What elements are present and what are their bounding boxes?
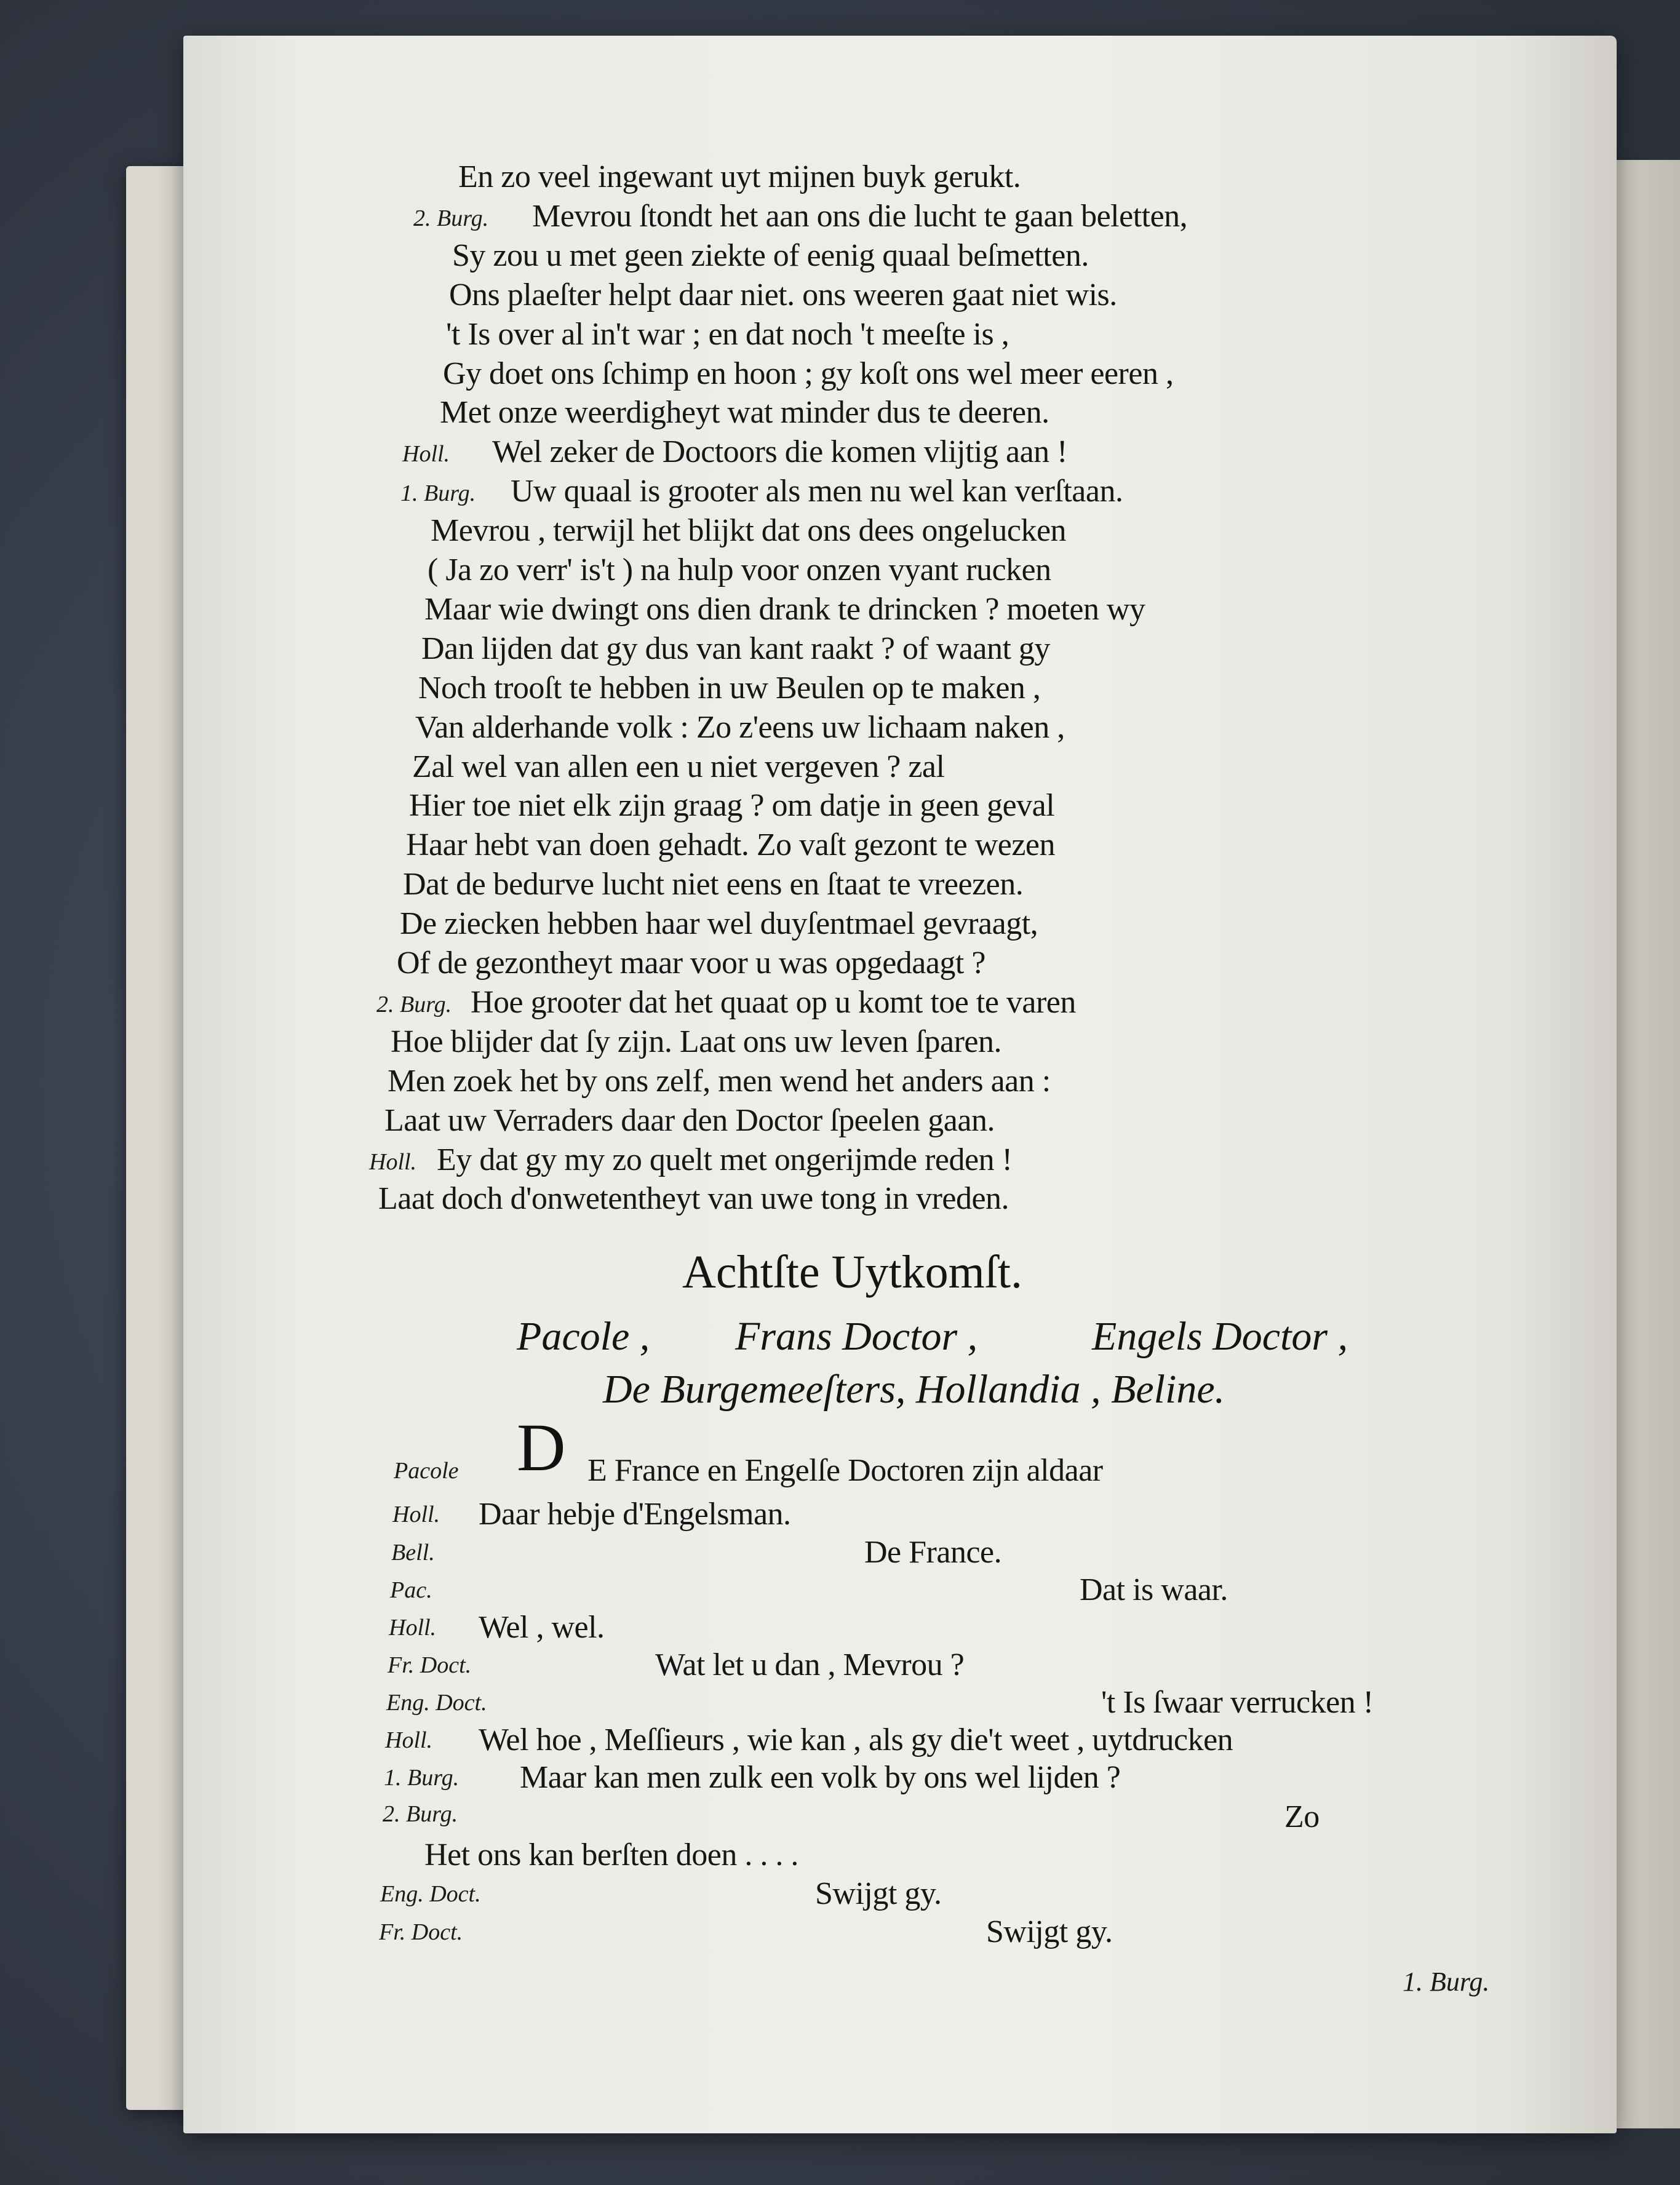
dialogue-line: Wat let u dan , Mevrou ? xyxy=(655,1647,965,1682)
dialogue-line: Zo xyxy=(1284,1799,1320,1834)
dialogue-line: Wel hoe , Meſſieurs , wie kan , als gy die't weet , uytdrucken xyxy=(479,1722,1233,1757)
verse-line: Noch trooſt te hebben in uw Beulen op te maken , xyxy=(418,670,1041,706)
speaker-label: 1. Burg. xyxy=(400,480,476,507)
dialogue-line: Maar kan men zulk een volk by ons wel lijden ? xyxy=(520,1760,1121,1795)
speaker-label: Eng. Doct. xyxy=(386,1690,487,1716)
dialogue-line: E France en Engelſe Doctoren zijn aldaar xyxy=(587,1453,1103,1488)
speaker-label: Holl. xyxy=(385,1727,433,1753)
verse-line: Ey dat gy my zo quelt met ongerijmde reden ! xyxy=(437,1142,1013,1177)
speaker-label: Pacole xyxy=(394,1458,459,1484)
scene-heading: Achtſte Uytkomſt. xyxy=(682,1246,1023,1298)
verse-line: Laat uw Verraders daar den Doctor ſpeelen gaan. xyxy=(384,1102,995,1138)
speaker-label: Pac. xyxy=(390,1577,432,1603)
dialogue-line: Swijgt gy. xyxy=(815,1876,942,1911)
verse-line: Of de gezontheyt maar voor u was opgedaagt ? xyxy=(397,945,985,981)
speaker-label: 2. Burg. xyxy=(383,1801,458,1827)
cast-pacole: Pacole , xyxy=(517,1314,650,1359)
verse-line: Dat de bedurve lucht niet eens en ſtaat te vreezen. xyxy=(403,867,1024,902)
verse-line: Wel zeker de Doctoors die komen vlijtig aan ! xyxy=(492,434,1067,470)
drop-cap-initial: D xyxy=(517,1410,566,1485)
verse-line: Dan lijden dat gy dus van kant raakt ? of waant gy xyxy=(421,631,1050,666)
speaker-label: Holl. xyxy=(369,1148,417,1175)
speaker-label: 2. Burg. xyxy=(413,205,489,231)
verse-line: Uw quaal is grooter als men nu wel kan verſtaan. xyxy=(511,474,1123,509)
speaker-label: 2. Burg. xyxy=(376,991,452,1017)
verse-line: Haar hebt van doen gehadt. Zo vaſt gezont te wezen xyxy=(406,827,1055,863)
verse-line: Maar wie dwingt ons dien drank te drincken ? moeten wy xyxy=(424,591,1145,627)
verse-line: Ons plaeſter helpt daar niet. ons weeren gaat niet wis. xyxy=(449,277,1117,312)
verse-line: Gy doet ons ſchimp en hoon ; gy koſt ons wel meer eeren , xyxy=(443,356,1174,391)
catchword: 1. Burg. xyxy=(1403,1967,1490,1997)
speaker-label: 1. Burg. xyxy=(384,1765,460,1791)
verse-line: 't Is over al in't war ; en dat noch 't meeſte is , xyxy=(446,316,1009,352)
verse-line: Men zoek het by ons zelf, men wend het anders aan : xyxy=(388,1063,1051,1099)
verse-line: Hier toe niet elk zijn graag ? om datje in geen geval xyxy=(409,788,1055,824)
speaker-label: Holl. xyxy=(392,1502,440,1527)
dialogue-line: Daar hebje d'Engelsman. xyxy=(479,1497,791,1532)
verse-line: Mevrou ſtondt het aan ons die lucht te gaan beletten, xyxy=(532,198,1188,234)
verse-line: Van alderhande volk : Zo z'eens uw lichaam naken , xyxy=(415,709,1065,745)
verse-line: Hoe blijder dat ſy zijn. Laat ons uw leven ſparen. xyxy=(391,1024,1002,1059)
verse-line: Mevrou , terwijl het blijkt dat ons dees ongelucken xyxy=(431,513,1067,549)
dialogue-line: Wel , wel. xyxy=(479,1610,605,1645)
dialogue-line: De France. xyxy=(864,1535,1002,1570)
verse-line: En zo veel ingewant uyt mijnen buyk gerukt. xyxy=(458,159,1021,194)
dialogue-line: Swijgt gy. xyxy=(986,1914,1113,1949)
speaker-label: Holl. xyxy=(402,441,450,468)
dialogue-line: Het ons kan berſten doen . . . . xyxy=(424,1837,798,1873)
speaker-label: Eng. Doct. xyxy=(380,1881,481,1907)
speaker-label: Holl. xyxy=(389,1615,437,1641)
verse-line: Laat doch d'onwetentheyt van uwe tong in vreden. xyxy=(378,1181,1009,1217)
verse-line: Zal wel van allen een u niet vergeven ? zal xyxy=(412,749,945,784)
dialogue-line: Dat is waar. xyxy=(1080,1572,1228,1607)
cast-engels-doctor: Engels Doctor , xyxy=(1092,1314,1348,1359)
verse-line: Met onze weerdigheyt wat minder dus te deeren. xyxy=(440,395,1049,431)
speaker-label: Fr. Doct. xyxy=(388,1652,472,1678)
verse-line: ( Ja zo verr' is't ) na hulp voor onzen vyant rucken xyxy=(428,552,1051,587)
facing-page-edge xyxy=(1606,160,1680,2128)
speaker-label: Bell. xyxy=(391,1540,435,1566)
dialogue-line: 't Is ſwaar verrucken ! xyxy=(1101,1685,1374,1720)
cast-line-2: De Burgemeeſters, Hollandia , Beline. xyxy=(603,1367,1225,1412)
verse-line: Hoe grooter dat het quaat op u komt toe te varen xyxy=(471,984,1076,1020)
verse-line: Sy zou u met geen ziekte of eenig quaal beſmetten. xyxy=(452,237,1089,273)
verse-line: De ziecken hebben haar wel duyſentmael gevraagt, xyxy=(400,906,1038,942)
cast-frans-doctor: Frans Doctor , xyxy=(735,1314,978,1359)
speaker-label: Fr. Doct. xyxy=(379,1919,463,1945)
